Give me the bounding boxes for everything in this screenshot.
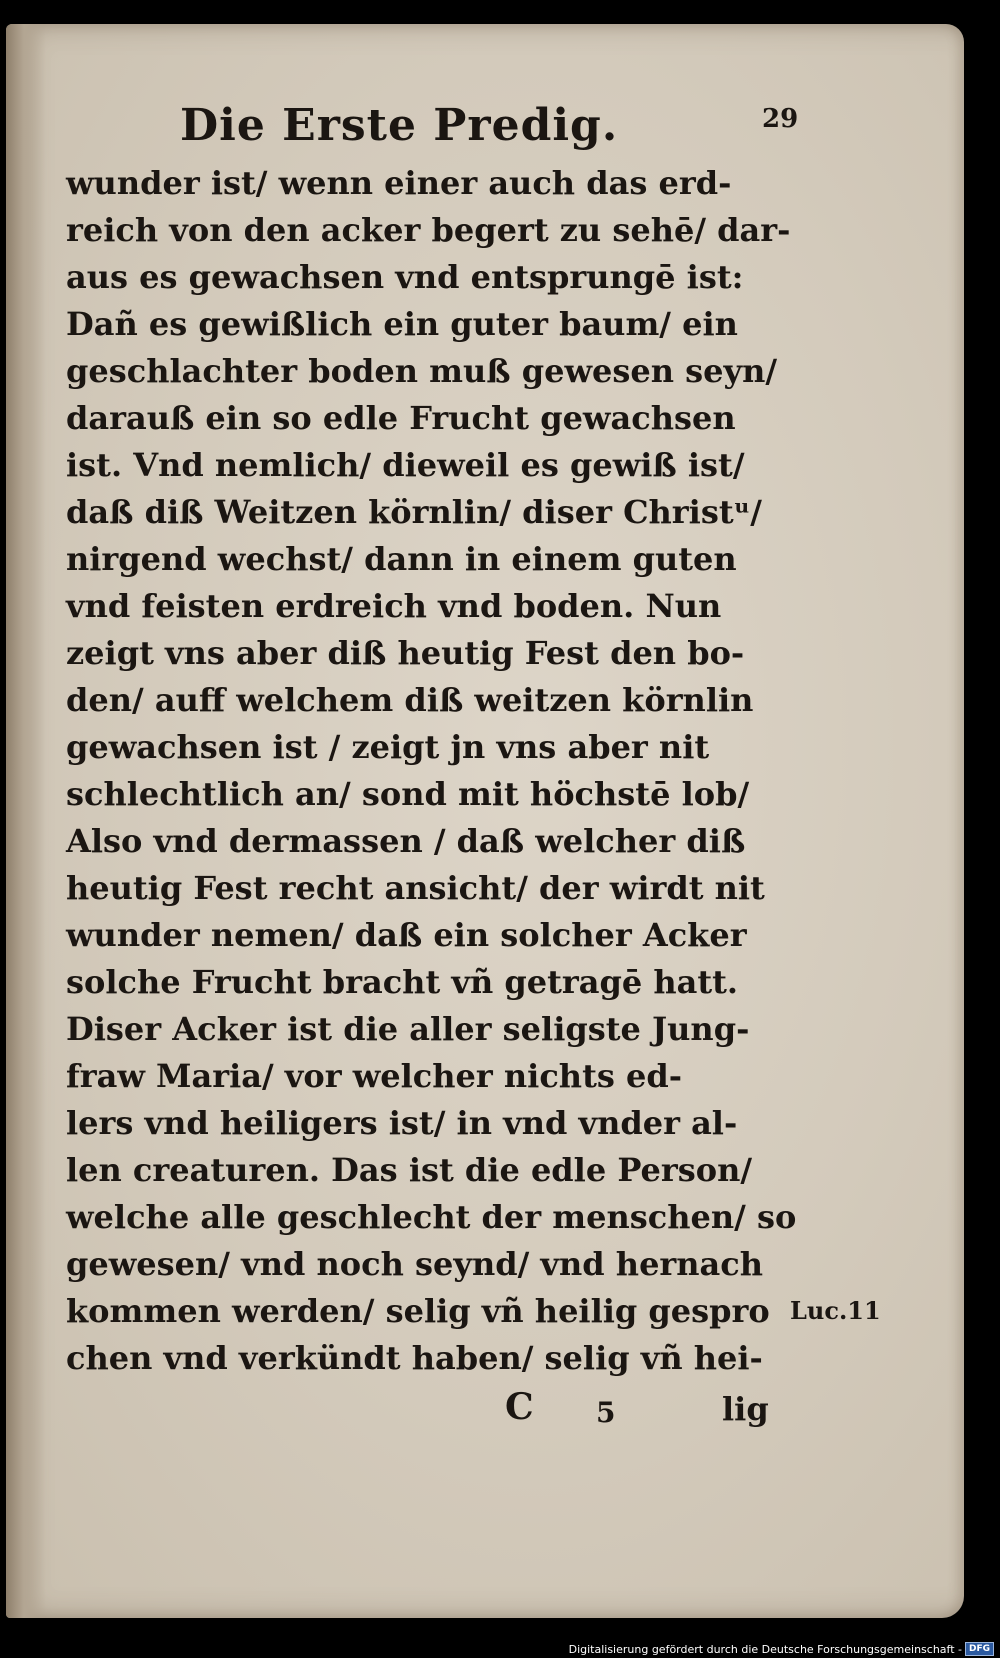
- text-line: wunder nemen/ daß ein solcher Acker: [66, 916, 747, 954]
- folio-number: 29: [762, 104, 799, 134]
- text-line: heutig Fest recht ansicht/ der wirdt nit: [66, 869, 765, 907]
- text-line: zeigt vns aber diß heutig Fest den bo-: [66, 634, 745, 672]
- text-line: den/ auff welchem diß weitzen körnlin: [66, 681, 754, 719]
- credit-text: Digitalisierung gefördert durch die Deutsche Forschungsgemeinschaft -: [568, 1642, 962, 1656]
- text-line: vnd feisten erdreich vnd boden. Nun: [66, 587, 722, 625]
- text-line: gewesen/ vnd noch seynd/ vnd hernach: [66, 1245, 764, 1283]
- text-line: darauß ein so edle Frucht gewachsen: [66, 399, 736, 437]
- text-line: ist. Vnd nemlich/ dieweil es gewiß ist/: [66, 446, 745, 484]
- marginal-note: Luc.11: [790, 1296, 881, 1325]
- text-line: Diser Acker ist die aller seligste Jung-: [66, 1010, 750, 1048]
- text-line: nirgend wechst/ dann in einem guten: [66, 540, 737, 578]
- text-line: Dañ es gewißlich ein guter baum/ ein: [66, 305, 738, 343]
- text-line: schlechtlich an/ sond mit höchstē lob/: [66, 775, 750, 813]
- running-title: Die Erste Predig.: [180, 100, 619, 151]
- text-line: aus es gewachsen vnd entsprungē ist:: [66, 258, 744, 296]
- text-line: wunder ist/ wenn einer auch das erd-: [66, 164, 732, 202]
- digitization-credit: [569, 1642, 994, 1656]
- signature-number: 5: [596, 1396, 616, 1429]
- text-line: gewachsen ist / zeigt jn vns aber nit: [66, 728, 710, 766]
- dfg-logo-icon: DFG: [965, 1642, 994, 1656]
- text-line: lers vnd heiligers ist/ in vnd vnder al-: [66, 1104, 738, 1142]
- text-line: solche Frucht bracht vñ getragē hatt.: [66, 963, 739, 1001]
- text-line: len creaturen. Das ist die edle Person/: [66, 1151, 753, 1189]
- text-line: reich von den acker begert zu sehē/ dar-: [66, 211, 791, 249]
- text-line: welche alle geschlecht der menschen/ so: [66, 1198, 797, 1236]
- text-line: Also vnd dermassen / daß welcher diß: [66, 822, 746, 860]
- text-line: chen vnd verkündt haben/ selig vñ hei-: [66, 1339, 763, 1377]
- text-line: kommen werden/ selig vñ heilig gespro: [66, 1292, 770, 1330]
- catchword: lig: [722, 1390, 769, 1428]
- page-gutter-shadow: [6, 24, 46, 1618]
- text-line: daß diß Weitzen körnlin/ diser Christᵘ/: [66, 493, 762, 531]
- text-line: geschlachter boden muß gewesen seyn/: [66, 352, 778, 390]
- signature-mark: C: [505, 1386, 534, 1428]
- text-line: fraw Maria/ vor welcher nichts ed-: [66, 1057, 683, 1095]
- body-text: [66, 160, 797, 1382]
